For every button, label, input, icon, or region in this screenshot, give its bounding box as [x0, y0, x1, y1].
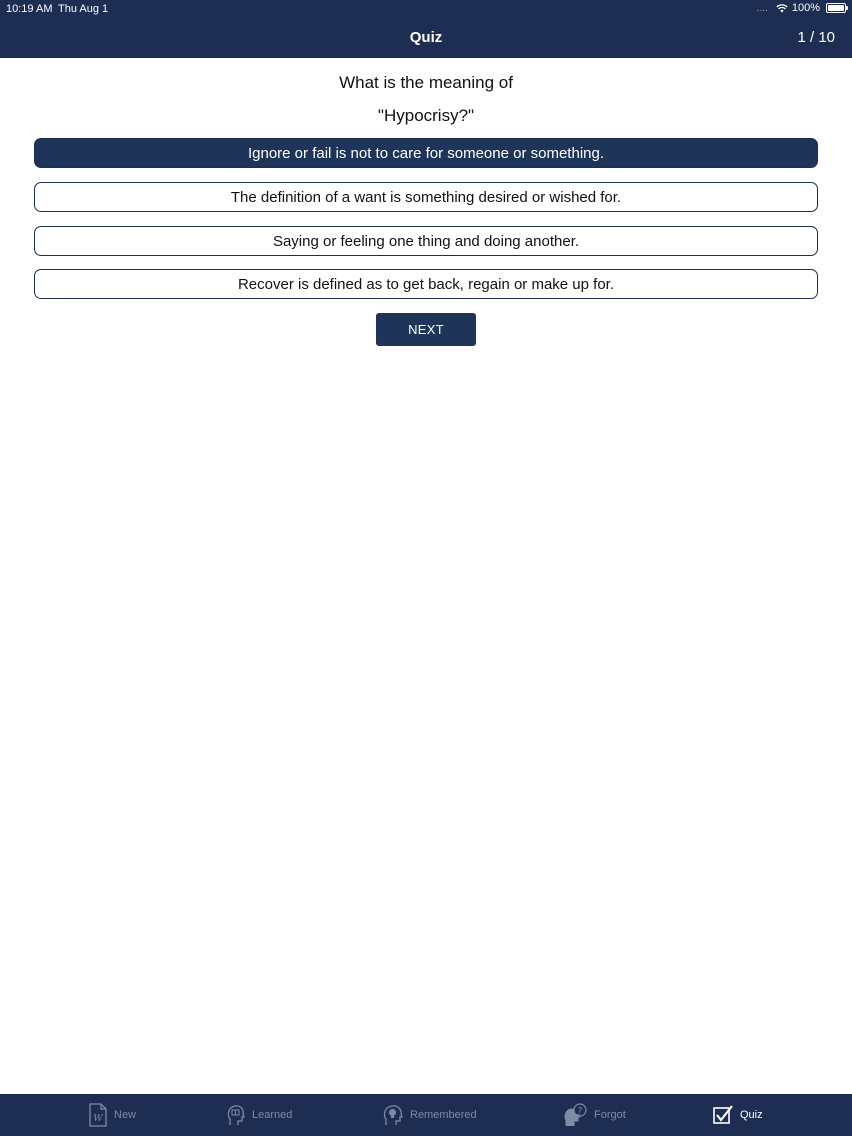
tab-quiz[interactable] — [712, 1094, 763, 1136]
question-counter: 1 / 10 — [797, 29, 835, 46]
tab-remembered-label: Remembered — [410, 1109, 477, 1121]
answer-option-3[interactable]: Saying or feeling one thing and doing another. — [34, 226, 818, 256]
header — [0, 0, 852, 58]
checkbox-icon — [712, 1104, 734, 1126]
tab-forgot-label: Forgot — [594, 1109, 626, 1121]
tab-bar — [0, 1094, 852, 1136]
tab-forgot[interactable] — [564, 1094, 626, 1136]
battery-percent: 100% — [791, 2, 820, 14]
tab-new[interactable] — [88, 1094, 136, 1136]
answer-option-1[interactable]: Ignore or fail is not to care for someone or something. — [34, 138, 818, 168]
tab-learned-label: Learned — [252, 1109, 293, 1121]
wifi-icon — [776, 4, 788, 13]
battery-icon — [826, 3, 846, 13]
status-bar — [0, 0, 852, 17]
signal-icon: .... — [756, 2, 768, 14]
head-bulb-icon — [382, 1103, 404, 1127]
svg-text:?: ? — [577, 1106, 583, 1117]
head-book-icon — [226, 1103, 246, 1127]
page-title: Quiz — [409, 29, 443, 46]
tab-remembered[interactable] — [382, 1094, 477, 1136]
status-date: Thu Aug 1 — [58, 3, 109, 15]
answer-option-4[interactable]: Recover is defined as to get back, regain or make up for. — [34, 269, 818, 299]
status-indicators — [757, 2, 846, 14]
question-prompt: What is the meaning of — [339, 73, 513, 92]
document-w-icon — [88, 1103, 108, 1127]
status-time: 10:19 AM — [6, 3, 53, 15]
tab-learned[interactable] — [226, 1094, 292, 1136]
answer-option-2[interactable]: The definition of a want is something desired or wished for. — [34, 182, 818, 212]
head-question-icon — [564, 1103, 588, 1127]
tab-quiz-label: Quiz — [740, 1109, 763, 1121]
question-word: "Hypocrisy?" — [377, 106, 475, 125]
svg-text:W: W — [93, 1114, 103, 1124]
next-button[interactable]: NEXT — [376, 313, 476, 346]
tab-new-label: New — [114, 1109, 137, 1121]
